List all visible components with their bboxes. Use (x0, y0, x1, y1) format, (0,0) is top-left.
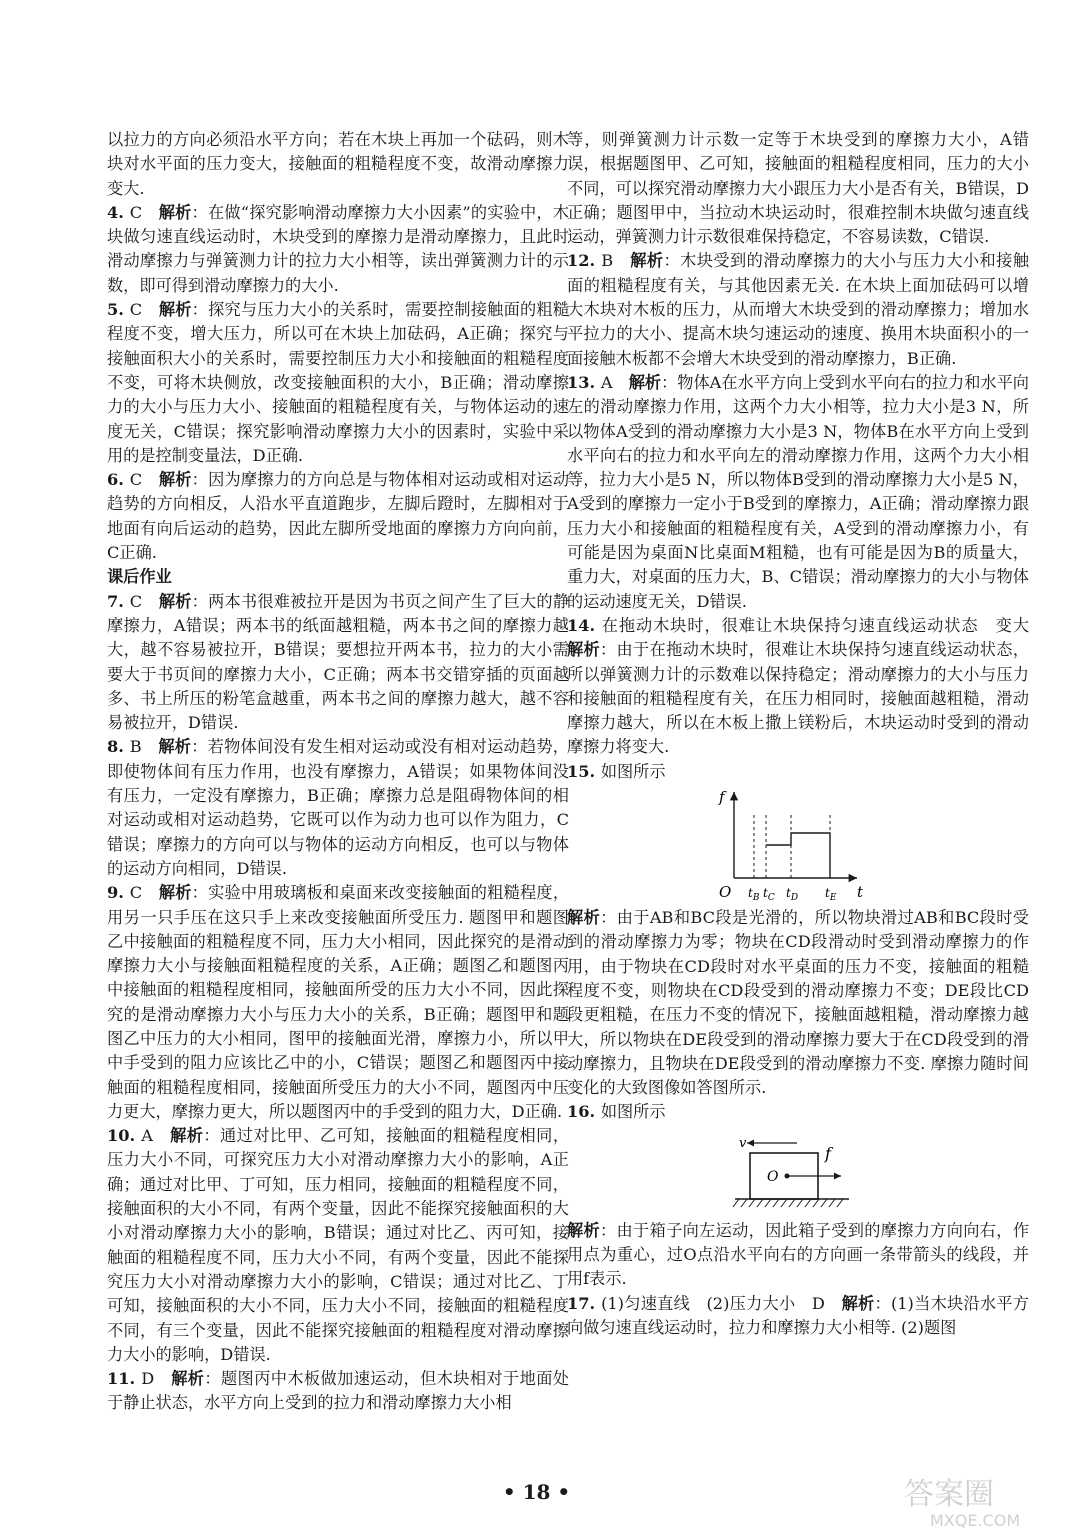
question-answer (107, 735, 569, 881)
svg-text:MXQE.COM: MXQE.COM (930, 1511, 1021, 1530)
question-answer (567, 1292, 1029, 1341)
page-number: • 18 • (502, 1480, 571, 1504)
question-answer (567, 249, 1029, 370)
analysis-text: ：木块受到的滑动摩擦力的大小与压力大小和接触面的粗糙程度有关，与其他因素无关. 在木块上面加砝码可以增大木块对木板的压力，从而增大木块受到的滑动摩擦力；增加水平拉力的大小、提高木块匀速运动的速度、换用木块面积小的一面接触木板都不会增大木块受到的滑动摩擦力，B正确. (567, 251, 1030, 368)
tick-tb: $t_B$ (748, 886, 760, 904)
answer: (1)匀速直线 (2)压力大小 D (601, 1293, 842, 1313)
question-answer (107, 1124, 569, 1367)
analysis-label: 解析 (158, 202, 192, 222)
question-number: 15. (567, 761, 601, 781)
analysis-text: ：物体A在水平方向上受到水平向右的拉力和水平向左的滑动摩擦力作用，这两个力大小相等，拉力大小是3 N，所以物体A受到的滑动摩擦力大小是3 N，物体B在水平方向上受到水平向右的拉力和水平向左的滑动摩擦力作用，这两个力大小相等，拉力大小是5 N，所以物体B受到的滑动摩擦力大小是5 N，A受到的摩擦力一定小于B受到的摩擦力，A正确；滑动摩擦力跟压力大小和接触面的粗糙程度有关，A受到的滑动摩擦力小，有可能是因为桌面N比桌面M粗糙，也有可能是因为B的质量大，重力大，对桌面的压力大，B、C错误；滑动摩擦力的大小与物体的运动速度无关，D错误. (567, 372, 1029, 611)
tick-td: $t_D$ (786, 886, 799, 904)
answer: C (129, 883, 159, 903)
explanation (567, 1219, 1029, 1292)
analysis-label: 解析 (841, 1293, 875, 1313)
analysis-label: 解析 (567, 640, 601, 660)
analysis-label: 解析 (158, 737, 192, 757)
question-number: 4. (107, 202, 130, 222)
question-answer (567, 1100, 1029, 1124)
paragraph: 以拉力的方向必须沿水平方向；若在木块上再加一个砝码，则木块对水平面的压力变大，接触面的粗糙程度不变，故滑动摩擦力变大. (107, 130, 569, 198)
answer: 如图所示 (600, 761, 682, 781)
analysis-text: ：实验中用玻璃板和桌面来改变接触面的粗糙程度，用另一只手压在这只手上来改变接触面所受压力. 题图甲和题图乙中接触面的粗糙程度不同，压力大小相同，因此探究的是滑动摩擦力大小与接触面粗糙程度的关系，A正确；题图乙和题图丙中接触面的粗糙程度相同，接触面所受的压力大小不同，因此探究的是滑动摩擦力大小与压力大小的关系，B正确；题图甲和题图乙中压力的大小相同，图甲的接触面光滑，摩擦力小，所以甲中手受到的阻力应该比乙中的小，C错误；题图乙和题图丙中接触面的粗糙程度相同，接触面所受压力的大小不同，题图丙中压力更大，摩擦力更大，所以题图丙中的手受到的阻力大，D正确. (107, 883, 570, 1121)
analysis-text: ：因为摩擦力的方向总是与物体相对运动或相对运动趋势的方向相反，人沿水平直道跑步，左脚后蹬时，左脚相对于地面有向后运动的趋势，因此左脚所受地面的摩擦力方向向前，C正确. (107, 470, 570, 563)
analysis-label: 解析 (628, 372, 662, 392)
answer: C (129, 470, 159, 490)
paragraph: 等，则弹簧测力计示数一定等于木块受到的摩擦力大小，A错误，根据题图甲、乙可知，接触面的粗糙程度相同，压力的大小不同，可以探究滑动摩擦力大小跟压力大小是否有关，B错误，D正确；题图甲中，当拉动木块运动时，很难控制木块做匀速直线运动，弹簧测力计示数很难保持稳定，不容易读数，C错误. (567, 130, 1029, 247)
f-label: f (825, 1143, 831, 1163)
question-answer (107, 1367, 569, 1416)
question-number: 16. (567, 1102, 601, 1122)
question-number: 14. (567, 615, 602, 635)
analysis-label: 解析 (567, 1220, 601, 1240)
analysis-label: 解析 (158, 470, 192, 490)
svg-text:答案圈: 答案圈 (904, 1477, 994, 1512)
analysis-text: ：(1)当木块沿水平方向做匀速直线运动时，拉力和摩擦力大小相等. (2)题图 (567, 1293, 1029, 1337)
question-answer (107, 468, 569, 565)
question-answer (107, 298, 569, 468)
right-text-b (567, 906, 1029, 1125)
question-number: 10. (107, 1126, 142, 1146)
analysis-label: 解析 (567, 908, 601, 928)
analysis-label: 解析 (158, 591, 192, 611)
answer: C (129, 591, 159, 611)
friction-line (766, 833, 830, 878)
answer: 在拖动木块时，很难让木块保持匀速直线运动状态 变大 (601, 615, 1046, 635)
question-number: 7. (107, 591, 130, 611)
question-number: 5. (107, 300, 130, 320)
answer: C (129, 300, 159, 320)
right-text-a (567, 128, 1046, 784)
tick-tc: $t_C$ (763, 886, 775, 904)
question-answer (107, 201, 569, 298)
left-column (107, 128, 569, 1416)
question-number: 6. (107, 470, 130, 490)
answer: A (600, 372, 629, 392)
question-answer (107, 590, 569, 736)
origin-label: O (719, 883, 732, 902)
o-label: O (767, 1168, 779, 1185)
analysis-label: 解析 (158, 300, 192, 320)
analysis-label: 解析 (158, 883, 192, 903)
explanation (567, 906, 1029, 1100)
question-number: 8. (107, 737, 130, 757)
answer: B (129, 737, 159, 757)
analysis-text: ：由于箱子向左运动，因此箱子受到的摩擦力方向向右，作用点为重心，过O点沿水平向右的方向画一条带箭头的线段，并用f表示. (567, 1220, 1030, 1289)
watermark-logo (900, 1470, 1060, 1530)
analysis-text: ：通过对比甲、乙可知，接触面的粗糙程度相同，压力大小不同，可探究压力大小对滑动摩擦力大小的影响，A正确；通过对比甲、丁可知，压力相同，接触面的粗糙程度不同，接触面积的大小不同，有两个变量，因此不能探究接触面积的大小对滑动摩擦力大小的影响，B错误；通过对比乙、丙可知，接触面的粗糙程度不同，压力大小不同，有两个变量，因此不能探究压力大小对滑动摩擦力大小的影响，C错误；通过对比乙、丁可知，接触面积的大小不同，压力大小不同，接触面的粗糙程度不同，有三个变量，因此不能探究接触面的粗糙程度对滑动摩擦力大小的影响，D错误. (107, 1126, 570, 1364)
analysis-label: 解析 (630, 251, 664, 271)
figure-15 (567, 784, 1029, 906)
answer: 如图所示 (600, 1102, 682, 1122)
right-text-c (567, 1219, 1029, 1340)
right-column (567, 128, 1046, 1340)
analysis-text: ：若物体间没有发生相对运动或没有相对运动趋势，即使物体间有压力作用，也没有摩擦力，A错误；如果物体间没有压力，一定没有摩擦力，B正确；摩擦力总是阻碍物体间的相对运动或相对运动趋势，它既可以作为动力也可以作为阻力，C错误；摩擦力的方向可以与物体的运动方向相反，也可以与物体的运动方向相同，D错误. (107, 737, 569, 878)
v-label: v (739, 1135, 747, 1151)
x-label: t (857, 883, 864, 902)
tick-te: $t_E$ (825, 886, 837, 904)
analysis-text: ：题图丙中木板做加速运动，但木块相对于地面处于静止状态，水平方向上受到的拉力和滑动摩擦力大小相 (107, 1369, 569, 1413)
section-heading: 课后作业 (107, 567, 172, 587)
analysis-text: ：两本书很难被拉开是因为书页之间产生了巨大的静摩擦力，A错误；两本书的纸面越粗糙，两本书之间的摩擦力越大，越不容易被拉开，B错误；要想拉开两本书，拉力的大小需要大于书页间的摩擦力大小，C正确；两本书交错穿插的页面越多、书上所压的粉笔盒越重，两本书之间的摩擦力越大，越不容易被拉开，D错误. (107, 591, 570, 733)
question-number: 11. (107, 1369, 142, 1389)
analysis-label: 解析 (171, 1369, 205, 1389)
answer: A (141, 1126, 171, 1146)
question-number: 17. (567, 1293, 602, 1313)
question-answer (567, 614, 1046, 760)
answer: B (601, 251, 631, 271)
answer: D (141, 1369, 172, 1389)
question-answer (567, 371, 1029, 614)
box-force-diagram (567, 1125, 1029, 1219)
y-label: f (719, 788, 725, 807)
question-number: 13. (567, 372, 601, 392)
analysis-text: ：在做“探究影响滑动摩擦力大小因素”的实验中，木块做匀速直线运动时，木块受到的摩擦力是滑动摩擦力，且此时滑动摩擦力与弹簧测力计的拉力大小相等，读出弹簧测力计的示数，即可得到滑动摩擦力的大小. (107, 202, 569, 295)
friction-time-graph (567, 784, 1029, 906)
question-answer (107, 881, 569, 1124)
question-number: 9. (107, 883, 130, 903)
question-number: 12. (567, 251, 602, 271)
analysis-text: ：探究与压力大小的关系时，需要控制接触面的粗糙程度不变，增大压力，所以可在木块上加砝码，A正确；探究与接触面积大小的关系时，需要控制压力大小和接触面的粗糙程度不变，可将木块侧放，改变接触面积的大小，B正确；滑动摩擦力的大小与压力大小、接触面的粗糙程度有关，与物体运动的速度无关，C错误；探究影响滑动摩擦力大小的因素时，实验中采用的是控制变量法，D正确. (107, 300, 570, 465)
figure-16 (567, 1125, 1029, 1219)
analysis-label: 解析 (170, 1126, 204, 1146)
answer: C (129, 202, 159, 222)
question-answer (567, 760, 1029, 784)
analysis-text: ：由于在拖动木块时，很难让木块保持匀速直线运动状态，所以弹簧测力计的示数难以保持稳定；滑动摩擦力的大小与压力和接触面的粗糙程度有关，在压力相同时，接触面越粗糙，滑动摩擦力越大，所以在木板上撒上镁粉后，木块运动时受到的滑动摩擦力将变大. (567, 640, 1030, 757)
analysis-text: ：由于AB和BC段是光滑的，所以物块滑过AB和BC段时受到的滑动摩擦力为零；物块在CD段滑动时受到滑动摩擦力的作用，由于物块在CD段时对水平桌面的压力不变，接触面的粗糙程度不变，则物块在CD段受到的滑动摩擦力不变；DE段比CD段更粗糙，在压力不变的情况下，接触面越粗糙，滑动摩擦力越大，所以物块在DE段受到的滑动摩擦力要大于在CD段受到的滑动摩擦力，且物块在DE段受到的滑动摩擦力不变. 摩擦力随时间变化的大致图像如答图所示. (567, 908, 1029, 1098)
ground-hatch (733, 1199, 843, 1207)
